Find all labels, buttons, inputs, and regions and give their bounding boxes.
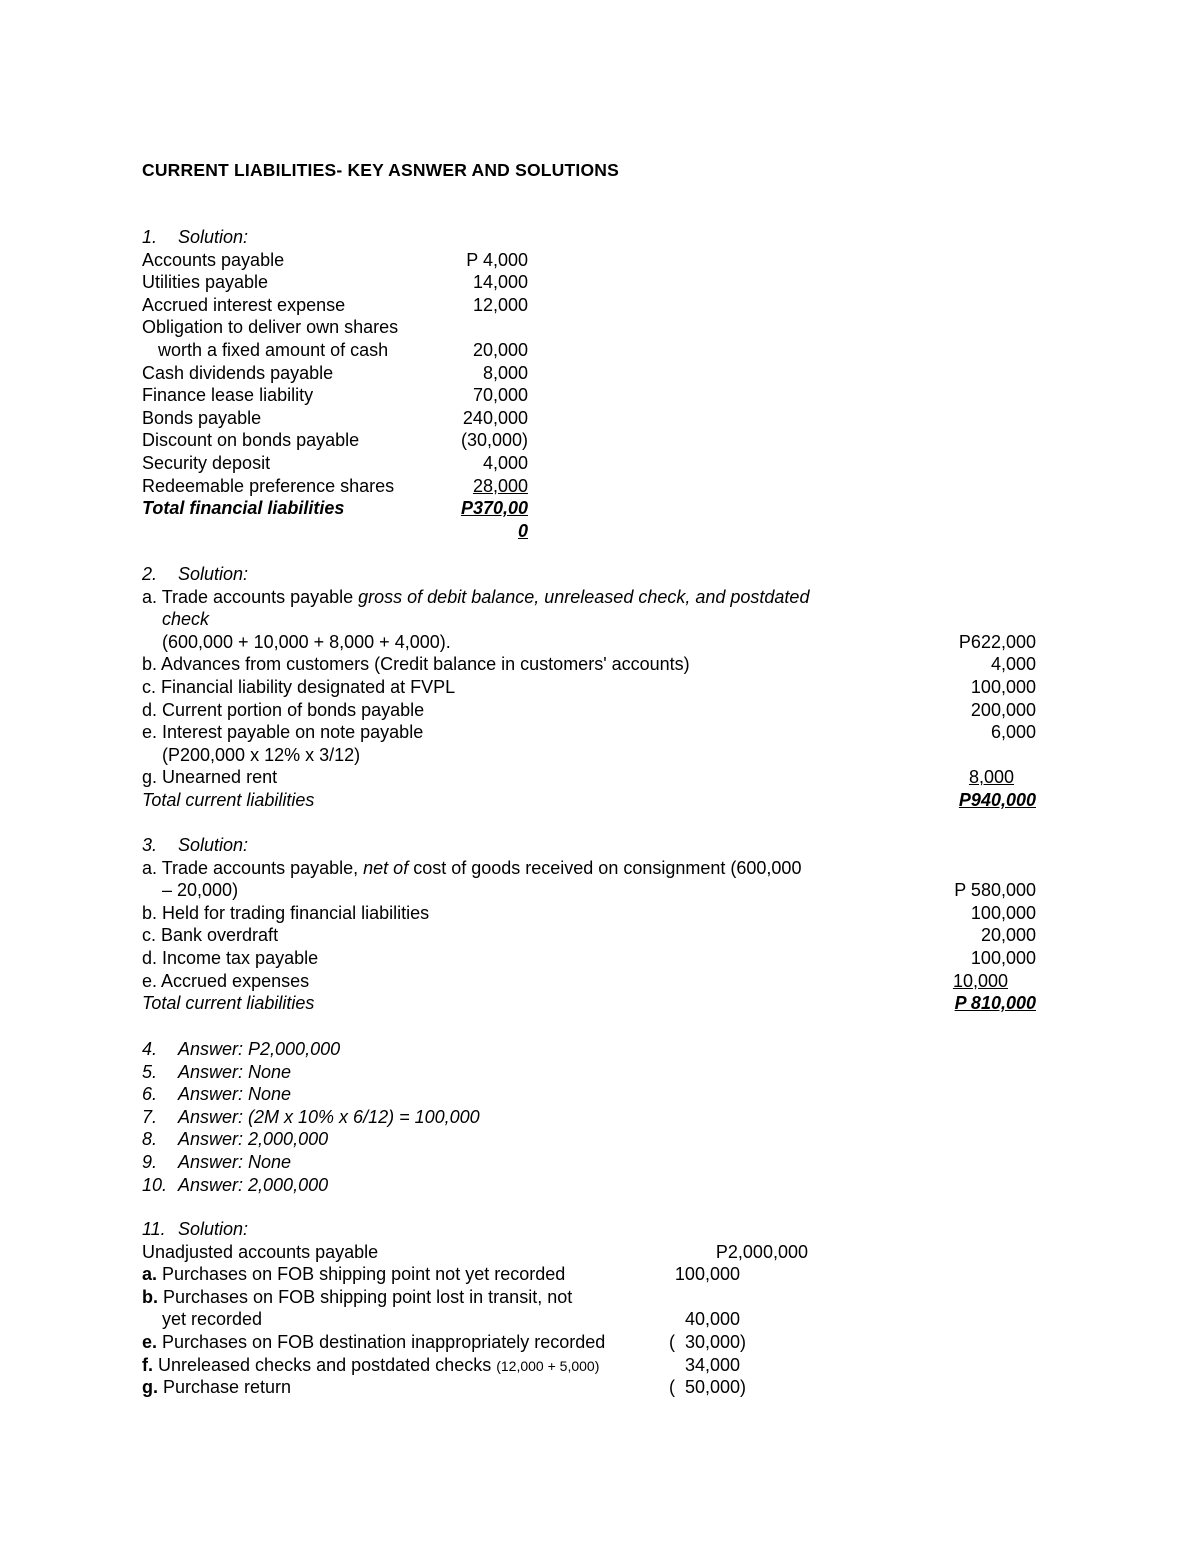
- q1-row: Cash dividends payable 8,000: [142, 362, 528, 383]
- q3-row-c: c. Bank overdraft 20,000: [142, 925, 1036, 946]
- q1-row: Utilities payable 14,000: [142, 272, 528, 293]
- q2-row-a-cont: check: [162, 609, 210, 630]
- q1-row: Bonds payable 240,000: [142, 407, 528, 428]
- solution-11: [142, 1218, 1062, 1399]
- q3-total-amount: P 810,000: [954, 993, 1036, 1014]
- answer-item: 8. Answer: 2,000,000: [142, 1129, 329, 1150]
- solution-3: [142, 834, 1062, 1015]
- q11-row-b: b. Purchases on FOB shipping point lost in transit, not: [142, 1286, 573, 1307]
- q3-row-b: b. Held for trading financial liabilities 100,000: [142, 902, 1036, 923]
- solution-11-heading: 11. Solution:: [142, 1219, 249, 1239]
- q3-row-a: a. Trade accounts payable, net of cost of goods received on consignment (600,000: [142, 857, 802, 878]
- q2-row-b: b. Advances from customers (Credit balance in customers' accounts) 4,000: [142, 654, 1036, 675]
- answer-item: 10. Answer: 2,000,000: [142, 1174, 329, 1195]
- q2-row-c: c. Financial liability designated at FVPL 100,000: [142, 676, 1036, 697]
- q1-row: Discount on bonds payable (30,000): [142, 430, 528, 451]
- answer-item: 9. Answer: None: [142, 1151, 292, 1172]
- solution-3-heading: 3. Solution:: [142, 835, 249, 855]
- q2-row-e: e. Interest payable on note payable 6,000: [142, 722, 1036, 743]
- q11-row-unadjusted: Unadjusted accounts payable P2,000,000: [142, 1241, 808, 1262]
- q3-row-e: e. Accrued expenses 10,000: [142, 970, 1008, 991]
- q1-row: Accounts payable P 4,000: [142, 249, 528, 270]
- q3-total-row: Total current liabilities P 810,000: [142, 993, 1036, 1014]
- q1-row: Obligation to deliver own shares: [142, 317, 399, 338]
- q2-row-d: d. Current portion of bonds payable 200,000: [142, 699, 1036, 720]
- q1-row: worth a fixed amount of cash 20,000: [158, 339, 528, 360]
- solution-1: [142, 226, 1062, 542]
- q2-row-a: a. Trade accounts payable gross of debit balance, unreleased check, and postdated: [142, 586, 810, 607]
- q1-total-amount: P370,00: [460, 498, 528, 519]
- q1-row: Finance lease liability 70,000: [142, 385, 528, 406]
- q2-row-e-calc: (P200,000 x 12% x 3/12): [162, 744, 361, 765]
- q3-row-d: d. Income tax payable 100,000: [142, 947, 1036, 968]
- solution-1-heading: 1. Solution:: [142, 227, 249, 247]
- answer-item: 4. Answer: P2,000,000: [142, 1039, 341, 1059]
- answers-list: [142, 1038, 1062, 1196]
- q3-row-a-cont: – 20,000) P 580,000: [162, 880, 1036, 901]
- q11-row-b-cont: yet recorded 40,000: [162, 1309, 740, 1330]
- solution-2: [142, 563, 1062, 812]
- q1-total-row: Total financial liabilities P370,00: [142, 498, 528, 519]
- answer-item: 7. Answer: (2M x 10% x 6/12) = 100,000: [142, 1106, 480, 1127]
- q2-total-amount: P940,000: [958, 789, 1036, 810]
- answer-item: 6. Answer: None: [142, 1084, 292, 1105]
- q2-total-row: Total current liabilities P940,000: [142, 789, 1036, 810]
- q1-total-row-cont: 0: [517, 520, 528, 541]
- document-title: CURRENT LIABILITIES- KEY ASNWER AND SOLUTIONS: [142, 160, 619, 180]
- q2-row-g: g. Unearned rent 8,000: [142, 767, 1014, 788]
- q2-row-a-calc: (600,000 + 10,000 + 8,000 + 4,000). P622,000: [162, 631, 1036, 652]
- q1-row: Security deposit 4,000: [142, 452, 528, 473]
- q11-row-a: a. Purchases on FOB shipping point not yet recorded 100,000: [142, 1264, 740, 1285]
- q11-row-g: g. Purchase return ( 50,000): [142, 1377, 746, 1398]
- solution-2-heading: 2. Solution:: [142, 564, 249, 584]
- q11-row-e: e. Purchases on FOB destination inappropriately recorded ( 30,000): [142, 1331, 746, 1352]
- answer-item: 5. Answer: None: [142, 1061, 292, 1082]
- q11-row-f: f. Unreleased checks and postdated checks (12,000 + 5,000) 34,000: [142, 1354, 740, 1375]
- q1-row: Accrued interest expense 12,000: [142, 294, 528, 315]
- q1-row: Redeemable preference shares 28,000: [142, 475, 528, 496]
